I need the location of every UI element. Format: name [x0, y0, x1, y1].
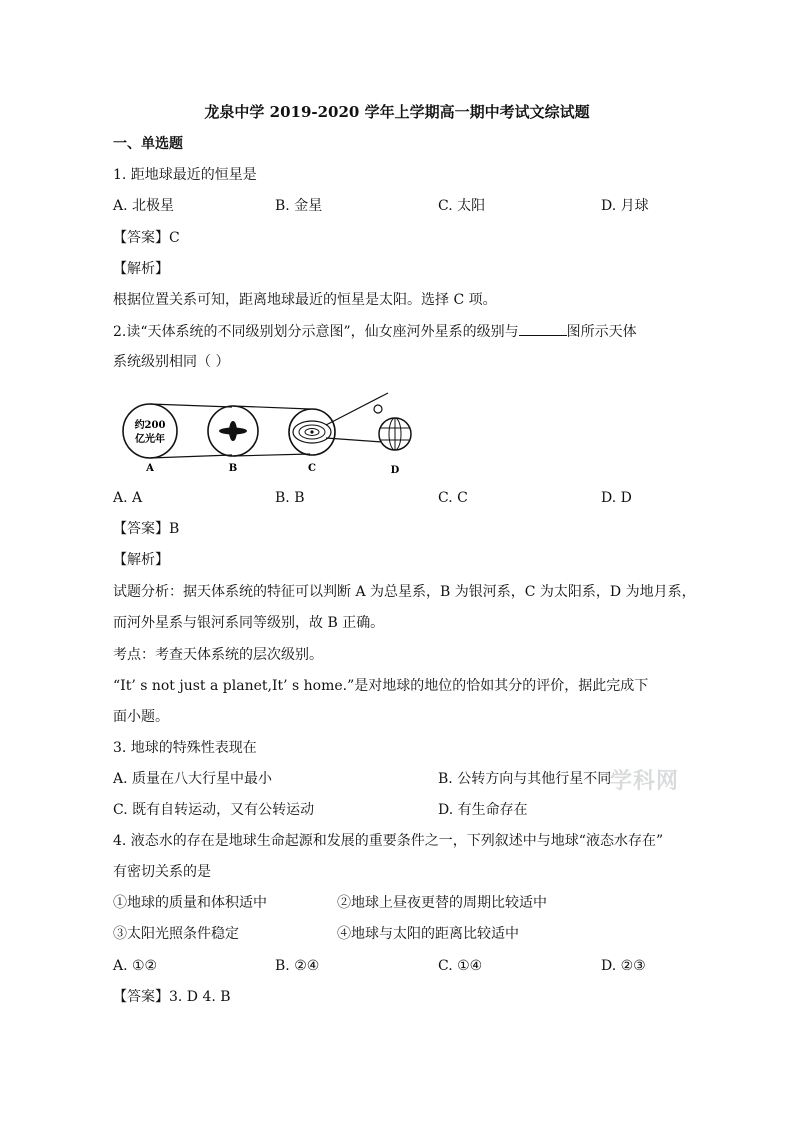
- q3-option-d: D. 有生命存在: [438, 802, 528, 818]
- q1-option-c: C. 太阳: [438, 198, 486, 214]
- q2-answer-blank: [519, 321, 567, 336]
- q3-option-c: C. 既有自转运动，又有公转运动: [113, 802, 315, 818]
- q3-q4-answer: 【答案】3. D 4. B: [113, 989, 231, 1005]
- group-intro-line-1: “It’ s not just a planet,It’ s home.”是对地球的地位的恰如其分的评价，据此完成下: [113, 678, 649, 694]
- q2-stem-line-2: 系统级别相同（ ）: [113, 354, 230, 370]
- q1-analysis-label: 【解析】: [113, 261, 169, 277]
- q2-option-d: D. D: [601, 490, 632, 506]
- circle-a-text-1: 约200: [134, 420, 166, 431]
- q3-option-a: A. 质量在八大行星中最小: [113, 771, 273, 787]
- q1-option-d: D. 月球: [601, 198, 649, 214]
- q2-analysis-label: 【解析】: [113, 552, 169, 568]
- q4-stem-line-2: 有密切关系的是: [113, 864, 211, 880]
- q2-stem-part-1: 2.读“天体系统的不同级别划分示意图”，仙女座河外星系的级别与: [113, 324, 519, 340]
- q2-stem: [113, 321, 637, 342]
- q4-item-3: ③太阳光照条件稳定: [113, 926, 239, 942]
- q2-stem-part-2: 图所示天体: [566, 324, 637, 340]
- q4-stem-line-1: 4. 液态水的存在是地球生命起源和发展的重要条件之一，下列叙述中与地球“液态水存在”: [113, 833, 664, 849]
- label-b: B: [228, 463, 238, 474]
- q4-item-4: ④地球与太阳的距离比较适中: [337, 926, 519, 942]
- q3-stem: 3. 地球的特殊性表现在: [113, 740, 257, 756]
- celestial-system-diagram: [120, 390, 430, 480]
- q4-item-2: ②地球上昼夜更替的周期比较适中: [337, 895, 547, 911]
- q4-option-d: D. ②③: [601, 958, 646, 974]
- moon-icon: [374, 405, 382, 413]
- label-c: C: [308, 463, 316, 474]
- label-d: D: [390, 465, 400, 476]
- q1-option-b: B. 金星: [275, 198, 323, 214]
- q1-stem: 1. 距地球最近的恒星是: [113, 167, 257, 183]
- q2-option-c: C. C: [438, 490, 468, 506]
- page-title: 龙泉中学 2019-2020 学年上学期高一期中考试文综试题: [204, 103, 590, 121]
- label-a: A: [146, 463, 154, 474]
- q2-analysis-line-1: 试题分析：据天体系统的特征可以判断 A 为总星系，B 为银河系，C 为太阳系，D 为地月系，: [113, 584, 696, 600]
- q4-item-1: ①地球的质量和体积适中: [113, 895, 267, 911]
- q3-option-b: B. 公转方向与其他行星不同: [438, 771, 612, 787]
- q2-option-b: B. B: [275, 490, 305, 506]
- watermark: 学科网: [610, 769, 680, 794]
- q4-option-a: A. ①②: [113, 958, 158, 974]
- q2-knowledge-point: 考点：考查天体系统的层次级别。: [113, 647, 323, 663]
- q2-option-a: A. A: [113, 490, 143, 506]
- q2-answer: 【答案】B: [113, 521, 180, 537]
- q4-option-b: B. ②④: [275, 958, 320, 974]
- q2-analysis-line-2: 而河外星系与银河系同等级别，故 B 正确。: [113, 615, 385, 631]
- group-intro-line-2: 面小题。: [113, 709, 169, 725]
- q1-option-a: A. 北极星: [113, 198, 175, 214]
- circle-a-text-2: 亿光年: [135, 434, 165, 445]
- q1-analysis: 根据位置关系可知，距离地球最近的恒星是太阳。选择 C 项。: [113, 292, 497, 308]
- q1-answer: 【答案】C: [113, 230, 180, 246]
- section-heading: 一、单选题: [113, 136, 183, 152]
- circle-a: [123, 404, 177, 458]
- q4-option-c: C. ①④: [438, 958, 483, 974]
